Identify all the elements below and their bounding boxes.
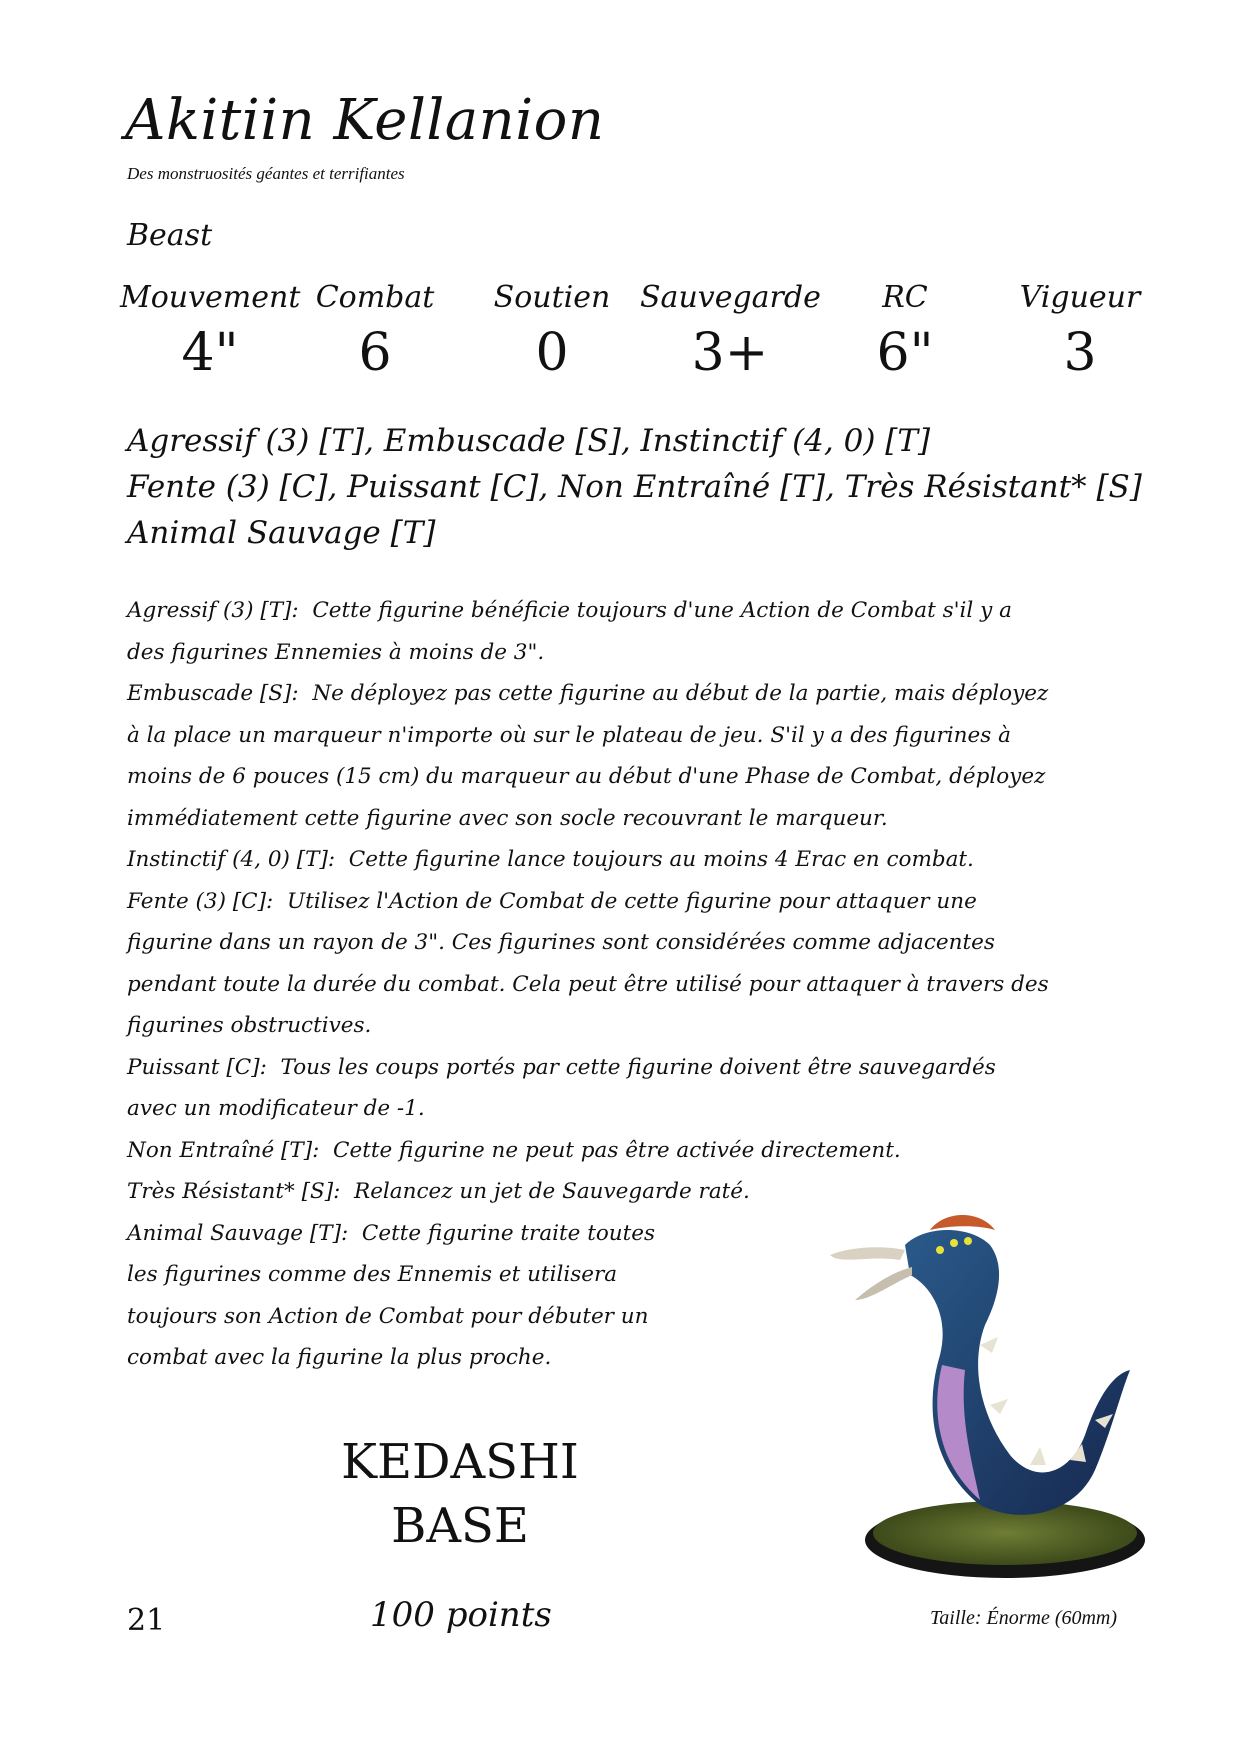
creature-eye	[950, 1239, 958, 1247]
rule-text: figurine dans un rayon de 3". Ces figurines sont considérées comme adjacentes	[127, 930, 995, 955]
rule-text: avec un modificateur de -1.	[127, 1096, 425, 1121]
rule-name: Fente (3) [C]:	[127, 888, 274, 914]
creature-miniature-image	[830, 1205, 1170, 1585]
faction-name: KEDASHI	[341, 1434, 579, 1490]
rules-line: Agressif (3) [T], Embuscade [S], Instinctif (4, 0) [T]	[127, 423, 931, 459]
faction-label	[300, 1430, 620, 1558]
rule-text: à la place un marqueur n'importe où sur le plateau de jeu. S'il y a des figurines à	[127, 722, 1011, 748]
rule-text: pendant toute la durée du combat. Cela peut être utilisé pour attaquer à travers des	[127, 971, 1049, 997]
rule-fente	[127, 881, 1087, 1047]
creature-eye	[964, 1237, 972, 1245]
stat-value: 3	[1063, 323, 1097, 383]
stat-value: 6"	[876, 323, 934, 383]
creature-crest	[930, 1215, 995, 1230]
rule-puissant	[127, 1047, 1087, 1130]
subtitle: Des monstruosités géantes et terrifiantes	[127, 164, 405, 183]
creature-body	[905, 1230, 1130, 1515]
rule-instinctif	[127, 839, 1087, 881]
rule-text: immédiatement cette figurine avec son socle recouvrant le marqueur.	[127, 805, 888, 831]
rule-name: Embuscade [S]:	[127, 681, 299, 706]
rule-text: combat avec la figurine la plus proche.	[127, 1345, 552, 1370]
rule-text: Cette figurine traite toutes	[361, 1220, 656, 1246]
base-size: Taille: Énorme (60mm)	[930, 1607, 1118, 1629]
stat-value: 6	[358, 323, 392, 383]
stat-combat	[310, 280, 440, 383]
page-number: 21	[127, 1603, 166, 1638]
stat-mouvement	[120, 280, 300, 383]
rule-name: Animal Sauvage [T]:	[127, 1220, 349, 1246]
rule-text: Utilisez l'Action de Combat de cette figurine pour attaquer une	[286, 888, 977, 914]
rule-name: Puissant [C]:	[127, 1054, 267, 1080]
rules-line: Fente (3) [C], Puissant [C], Non Entraîné [T], Très Résistant* [S]	[127, 469, 1142, 505]
stat-value: 4"	[181, 323, 239, 383]
rule-non-entraine	[127, 1130, 1087, 1172]
rule-text: Ne déployez pas cette figurine au début de la partie, mais déployez	[312, 681, 1049, 706]
rule-text: des figurines Ennemies à moins de 3".	[127, 639, 545, 665]
faction-list: BASE	[391, 1498, 529, 1554]
rule-name: Instinctif (4, 0) [T]:	[127, 847, 336, 872]
rule-text: Tous les coups portés par cette figurine doivent être sauvegardés	[280, 1054, 996, 1080]
stat-value: 0	[535, 323, 569, 383]
page-title: Akitiin Kellanion	[125, 88, 605, 153]
creature-tusk	[830, 1247, 905, 1260]
stat-rc	[865, 280, 945, 383]
rule-agressif	[127, 590, 1087, 673]
stat-label: Vigueur	[1019, 280, 1141, 315]
stat-label: Sauvegarde	[640, 280, 821, 315]
rule-name: Non Entraîné [T]:	[127, 1137, 320, 1163]
rule-embuscade	[127, 673, 1087, 839]
rule-text: toujours son Action de Combat pour débuter un	[127, 1303, 649, 1329]
rule-text: Cette figurine bénéficie toujours d'une Action de Combat s'il y a	[312, 598, 1012, 623]
stat-label: Combat	[315, 280, 435, 315]
rule-text: Cette figurine lance toujours au moins 4 Erac en combat.	[348, 847, 974, 872]
stat-sauvegarde	[640, 280, 820, 383]
stat-label: RC	[882, 280, 928, 315]
rule-name: Très Résistant* [S]:	[127, 1179, 341, 1204]
stats-row	[120, 280, 1170, 390]
rule-text: les figurines comme des Ennemis et utilisera	[127, 1262, 618, 1287]
creature-eye	[936, 1246, 944, 1254]
creature-tusk	[855, 1267, 912, 1300]
points-cost: 100 points	[370, 1595, 552, 1635]
rule-name: Agressif (3) [T]:	[127, 598, 299, 623]
stat-value: 3+	[691, 323, 769, 383]
rule-text: Cette figurine ne peut pas être activée directement.	[333, 1137, 901, 1163]
rule-text: figurines obstructives.	[127, 1013, 372, 1038]
rules-line: Animal Sauvage [T]	[127, 515, 436, 551]
special-rules-list	[127, 418, 1142, 556]
stat-vigueur	[1010, 280, 1150, 383]
unit-type: Beast	[127, 218, 213, 253]
stat-soutien	[492, 280, 612, 383]
rule-text: Relancez un jet de Sauvegarde raté.	[354, 1179, 750, 1204]
rule-animal-sauvage	[127, 1213, 687, 1379]
stat-label: Mouvement	[120, 280, 301, 315]
stat-label: Soutien	[493, 280, 611, 315]
rule-text: moins de 6 pouces (15 cm) du marqueur au début d'une Phase de Combat, déployez	[127, 764, 1046, 789]
